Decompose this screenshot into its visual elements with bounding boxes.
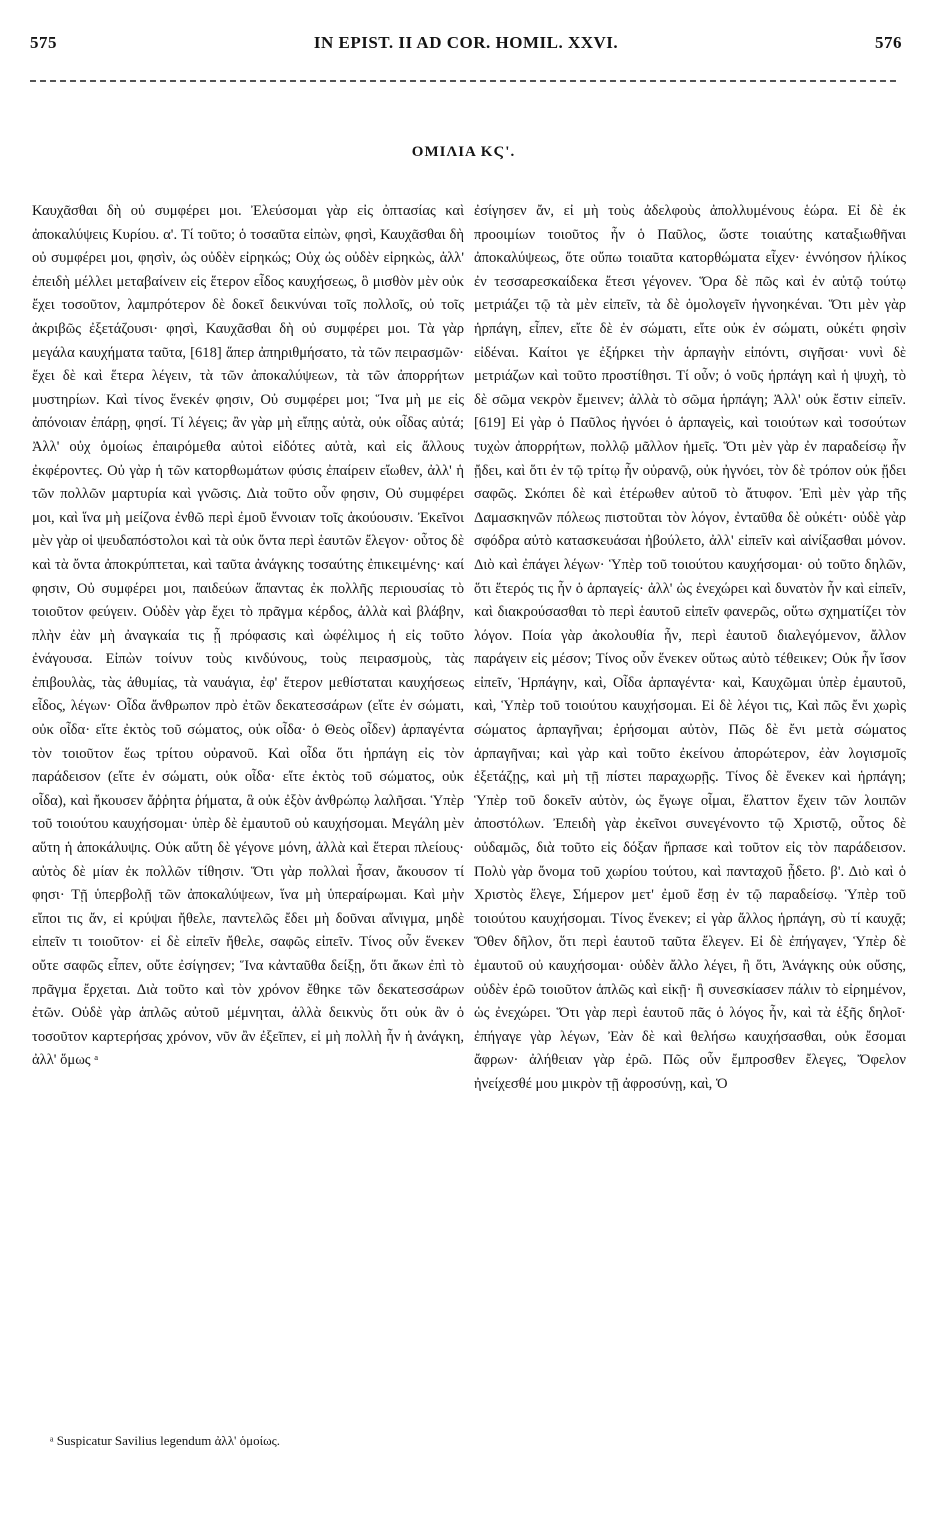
left-column-text: Καυχᾶσθαι δὴ οὐ συμφέρει μοι. Ἐλεύσομαι γὰρ εἰς ὀπτασίας καὶ ἀποκαλύψεις Κυρίου. α'. Τί τοῦτο; ὁ τοσαῦτα εἰπὼν, φησὶ, Καυχᾶσθαι δὴ οὐ συμφέρει μοι, φησὶν, ὡς οὐδὲν εἰρηκώς; Οὐχ ὡς οὐδὲν εἰρηκὼς, ἀλλ' ἐπειδὴ μέλλει μεταβαίνειν εἰς ἕτερον εἶδος καυχήσεως, ὃ μισθὸν μὲν οὐκ ἔχει τοσοῦτον, λαμπρότερον δὲ δοκεῖ δεικνύναι τοῖς πολλοῖς, οὐ τοῖς ἀκριβῶς ἐξετάζουσι· φησὶ, Καυχᾶσθαι δὴ οὐ συμφέρει μοι. Τὰ γὰρ μεγάλα καυχήματα ταῦτα, [618] ἅπερ ἀπηριθμήσατο, τὰ τῶν πειρασμῶν· ἔχει δὲ καὶ ἕτερα λέγειν, τὰ τῶν ἀποκαλύψεων, τὰ τῶν ἀπορρήτων μυστηρίων. Καὶ τίνος ἕνεκέν φησιν, Οὐ συμφέρει μοι; Ἵνα μὴ με εἰς ἀπόνοιαν ἐπάρῃ, φησί. Τί λέγεις; ἂν γὰρ μὴ εἴπῃς αὐτὰ, οὐκ οἶδας αὐτά; Ἀλλ' οὐχ ὁμοίως ἐπαιρόμεθα αὐτοὶ εἰδότες αὐτὰ, καὶ εἰς ἄλλους ἐκφέροντες. Οὐ γὰρ ἡ τῶν κατορθωμάτων φύσις ἐπαίρειν εἴωθεν, ἀλλ' ἡ τῶν πολλῶν μαρτυρία καὶ γνῶσις. Διὰ τοῦτο οὖν φησιν, Οὐ συμφέρει μοι, καὶ ἵνα μὴ μείζονα ἐνθῶ περὶ ἐμοῦ ἔννοιαν τοῖς ἀκούουσιν. Ἐκεῖνοι μὲν γὰρ οἱ ψευδαπόστολοι καὶ τὰ οὐκ ὄντα περὶ ἑαυτῶν ἔλεγον· οὗτος δὲ καὶ τὰ ὄντα ἀποκρύπτεται, καὶ ταῦτα ἀνάγκης τοσαύτης ἐπικειμένης· καί φησιν, Οὐ συμφέρει μοι, παιδεύων ἅπαντας ἐκ πολλῆς περιουσίας τὸ τοιοῦτον φεύγειν. Οὐδὲν γὰρ ἔχει τὸ πρᾶγμα κέρδος, ἀλλὰ καὶ βλάβην, πλὴν ἐὰν μὴ ἀναγκαία τις ᾖ πρόφασις καὶ ὠφέλιμος ἡ εἰς τοῦτο ἐνάγουσα. Εἰπὼν τοίνυν τοὺς κινδύνους, τοὺς πειρασμοὺς, τὰς ἐπιβουλὰς, τὰς ἀθυμίας, τὰ ναυάγια, ἐφ' ἕτερον μεθίσταται καυχήσεως εἶδος, λέγων· Οἶδα ἄνθρωπον πρὸ ἐτῶν δεκατεσσάρων (εἴτε ἐν σώματι, οὐκ οἶδα· εἴτε ἐκτὸς τοῦ σώματος, οὐκ οἶδα· ὁ Θεὸς οἶδεν) ἁρπαγέντα τὸν τοιοῦτον ἕως τρίτου οὐρανοῦ. Καὶ οἶδα ὅτι ἡρπάγη εἰς τὸν παράδεισον (εἴτε ἐν σώματι, οὐκ οἶδα· εἴτε ἐκτὸς τοῦ σώματος, οὐκ οἶδα), καὶ ἤκουσεν ἄῤῥητα ῥήματα, ἃ οὐκ ἐξὸν ἀνθρώπῳ λαλῆσαι. Ὑπὲρ τοῦ τοιούτου καυχήσομαι· ὑπὲρ δὲ ἐμαυτοῦ οὐ καυχήσομαι. Μεγάλη μὲν αὕτη ἡ ἀποκάλυψις. Οὐκ αὕτη δὲ γέγονε μόνη, ἀλλὰ καὶ ἕτεραι πλείους· αὐτὸς δὲ μίαν ἐκ πολλῶν τίθησιν. Ὅτι γὰρ πολλαὶ ἦσαν, ἄκουσον τί φησι· Τῇ ὑπερβολῇ τῶν ἀποκαλύψεων, ἵνα μὴ ὑπεραίρωμαι. Καὶ μὴν εἴποι τις ἄν, εἰ κρύψαι ἤθελε, παντελῶς ἔδει μὴ δοῦναι αἴνιγμα, μηδὲ εἰπεῖν τι τοιοῦτον· εἰ δὲ εἰπεῖν ἤθελε, σαφῶς εἰπεῖν. Τίνος οὖν ἕνεκεν οὔτε σαφῶς εἶπεν, οὔτε ἐσίγησεν; Ἵνα κἀνταῦθα δείξῃ, ὅτι ἄκων ἐπὶ τὸ πρᾶγμα ἔρχεται. Διὰ τοῦτο καὶ τὸν χρόνον ἔθηκε τῶν δεκατεσσάρων ἐτῶν. Οὐδὲ γὰρ ἁπλῶς αὐτοῦ μέμνηται, ἀλλὰ δεικνὺς ὅτι οὐκ ἂν ὁ τοσοῦτον καρτερήσας χρόνον, νῦν ἂν ἐξεῖπεν, εἰ μὴ πολλὴ ἦν ἡ ἀνάγκη, ἀλλ' ὅμως ᵃ <box>32 203 464 1069</box>
running-title: IN EPIST. II AD COR. HOMIL. XXVI. <box>313 33 619 52</box>
header-rule <box>30 80 896 82</box>
footnote: ᵃ Suspicatur Savilius legendum ἀλλ' ὁμοίως. <box>50 1433 281 1448</box>
running-header <box>30 33 902 55</box>
right-column-text: ἐσίγησεν ἄν, εἰ μὴ τοὺς ἀδελφοὺς ἀπολλυμένους ἑώρα. Εἰ δὲ ἐκ προοιμίων τοιοῦτος ἦν ὁ Παῦλος, ὥστε τοιαύτης καταξιωθῆναι ἀποκαλύψεως, ὅτε οὔπω τοιαῦτα κατορθώματα εἶχεν· ἐννόησον ἡλίκος ἐν τεσσαρεσκαίδεκα ἔτεσι γέγονεν. Ὅρα δὲ πῶς καὶ ἐν αὐτῷ τούτῳ μετριάζει τῷ τὰ μὲν εἰπεῖν, τὰ δὲ ὁμολογεῖν ἠγνοηκέναι. Ὅτι μὲν γὰρ ἡρπάγη, εἶπεν, εἴτε δὲ ἐν σώματι, εἴτε οὐκ ἐν σώματι, οὐκέτι φησὶν εἰδέναι. Καίτοι γε ἐξήρκει τὴν ἁρπαγὴν εἰπόντι, σιγῆσαι· νυνὶ δὲ μετριάζων καὶ τοῦτο προστίθησι. Τί οὖν; ὁ νοῦς ἡρπάγη καὶ ἡ ψυχὴ, τὸ δὲ σῶμα νεκρὸν ἔμεινεν; ἀλλὰ τὸ σῶμα ἡρπάγη; Ἀλλ' οὐκ ἔστιν εἰπεῖν. [619] Εἰ γὰρ ὁ Παῦλος ἠγνόει ὁ ἁρπαγεὶς, καὶ τοιούτων καὶ τοσούτων τυχὼν ἀπορρήτων, πολλῷ μᾶλλον ἡμεῖς. Ὅτι μὲν γὰρ ἐν παραδείσῳ ἦν ᾔδει, καὶ ὅτι ἐν τῷ τρίτῳ ἦν οὐρανῷ, οὐκ ἠγνόει, τὸν δὲ τρόπον οὐκ ᾔδει σαφῶς. Σκόπει δὲ καὶ ἑτέρωθεν αὐτοῦ τὸ ἄτυφον. Ἐπὶ μὲν γὰρ τῆς Δαμασκηνῶν πόλεως πιστοῦται τὸν λόγον, ἐνταῦθα δὲ οὐκέτι· οὐδὲ γὰρ σφόδρα αὐτὸ κατασκευάσαι ἠβούλετο, ἀλλ' εἰπεῖν καὶ αἰνίξασθαι μόνον. Διὸ καὶ ἐπάγει λέγων· Ὑπὲρ τοῦ τοιούτου καυχήσομαι· οὐ τοῦτο δηλῶν, ὅτι ἕτερός τις ἦν ὁ ἁρπαγείς· ἀλλ' ὡς ἐνεχώρει καὶ δυνατὸν ἦν καὶ εἰπεῖν, καὶ διακρούσασθαι τὸ περὶ ἑαυτοῦ εἰπεῖν φανερῶς, οὕτω σχηματίζει τὸν λόγον. Ποία γὰρ ἀκολουθία ἦν, περὶ ἑαυτοῦ διαλεγόμενον, ἄλλον παράγειν εἰς μέσον; Τίνος οὖν ἕνεκεν οὕτως αὐτὸ τέθεικεν; Οὐκ ἦν ἴσον εἰπεῖν, Ἡρπάγην, καὶ, Οἶδα ἁρπαγέντα· καὶ, Καυχῶμαι ὑπὲρ ἐμαυτοῦ, καὶ, Ὑπὲρ τοῦ τοιούτου καυχήσομαι. Εἰ δὲ λέγοι τις, Καὶ πῶς ἔνι χωρὶς σώματος ἁρπαγῆναι; ἐρήσομαι αὐτὸν, Πῶς δὲ ἔνι μετὰ σώματος ἁρπαγῆναι; καὶ γὰρ καὶ τοῦτο ἐκείνου ἀπορώτερον, ἐὰν λογισμοῖς ἐξετάζῃς, καὶ μὴ τῇ πίστει παραχωρῇς. Τίνος δὲ ἕνεκεν καὶ ἡρπάγη; Ὑπὲρ τοῦ δοκεῖν αὐτὸν, ὡς ἔγωγε οἶμαι, ἔλαττον ἔχειν τῶν λοιπῶν ἀποστόλων. Ἐπειδὴ γὰρ ἐκεῖνοι συνεγένοντο τῷ Χριστῷ, οὗτος δὲ οὐδαμῶς, διὰ τοῦτο εἰς δόξαν ἥρπασε καὶ τοῦτον εἰς τὸν παράδεισον. Πολὺ γὰρ ὄνομα τοῦ χωρίου τούτου, καὶ πανταχοῦ ᾖδετο. β'. Διὸ καὶ ὁ Χριστὸς ἔλεγε, Σήμερον μετ' ἐμοῦ ἔσῃ ἐν τῷ παραδείσῳ. Ὑπὲρ τοῦ τοιούτου καυχήσομαι. Τίνος ἕνεκεν; εἰ γὰρ ἄλλος ἡρπάγη, σὺ τί καυχᾷ; Ὅθεν δῆλον, ὅτι περὶ ἑαυτοῦ ταῦτα ἔλεγεν. Εἰ δὲ ἐπήγαγεν, Ὑπὲρ δὲ ἐμαυτοῦ οὐ καυχήσομαι· οὐδὲν ἄλλο λέγει, ἢ ὅτι, Ἀνάγκης οὐκ οὔσης, οὐδὲν ἐρῶ τοιοῦτον ἁπλῶς καὶ εἰκῇ· ἢ συνεσκίασεν πάλιν τὸ εἰρημένον, ὡς ἐνεχώρει. Ὅτι γὰρ περὶ ἑαυτοῦ πᾶς ὁ λόγος ἦν, καὶ τὰ ἑξῆς δηλοῖ· ἐπήγαγε γὰρ λέγων, Ἐὰν δὲ καὶ θελήσω καυχήσασθαι, οὐκ ἔσομαι ἄφρων· ἀλήθειαν γὰρ ἐρῶ. Πῶς οὖν ἔμπροσθεν ἔλεγες, Ὄφελον ἠνείχεσθέ μου μικρὸν τῇ ἀφροσύνῃ, καὶ, Ὁ <box>474 203 906 1092</box>
right-column <box>474 200 906 1445</box>
left-column <box>32 200 464 1445</box>
homily-title: ΟΜΙΛΙΑ ΚϚ'. <box>411 144 516 160</box>
page-number-right: 576 <box>875 33 902 52</box>
page-number-left: 575 <box>30 33 57 52</box>
